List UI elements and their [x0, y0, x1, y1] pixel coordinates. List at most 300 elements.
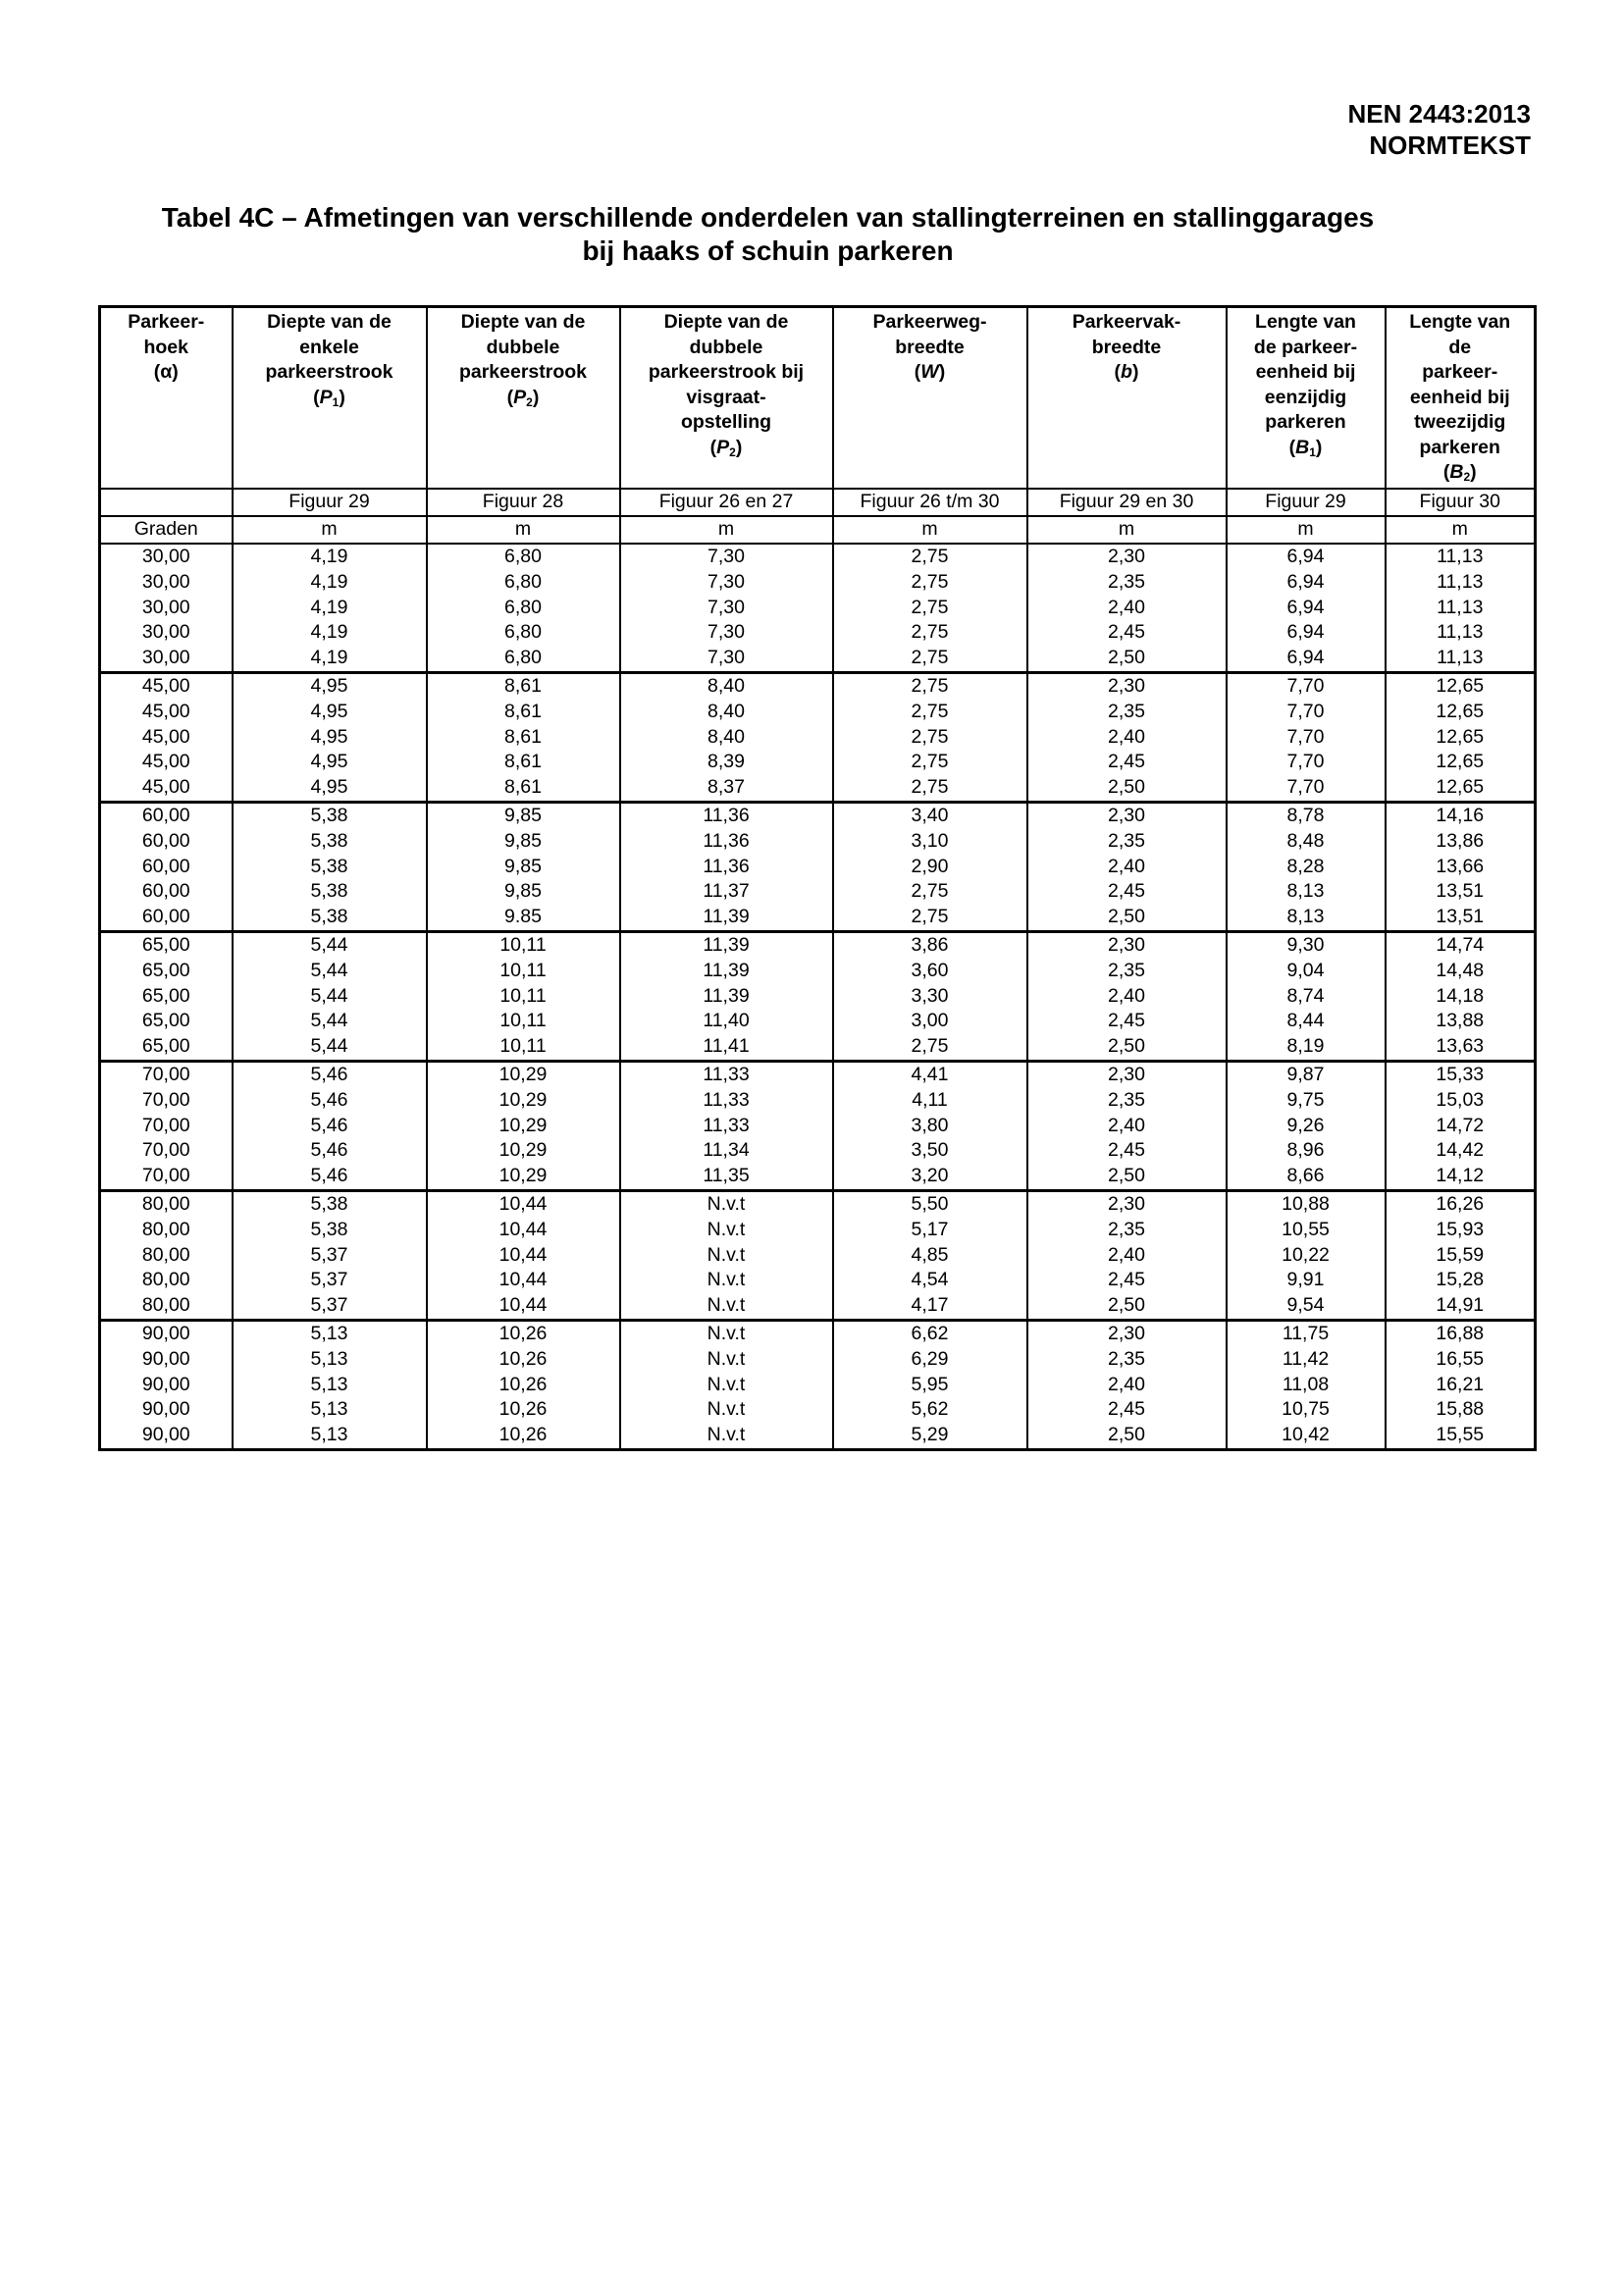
table-cell: 5,44: [233, 1009, 427, 1034]
table-cell: 10,26: [427, 1397, 620, 1423]
table-cell: 11,33: [620, 1114, 833, 1139]
figure-reference-row: [100, 489, 1536, 516]
table-cell: 4,95: [233, 672, 427, 699]
table-cell: 10,29: [427, 1164, 620, 1190]
table-cell: 3,30: [833, 984, 1027, 1010]
column-header-line: parkeer-: [1422, 361, 1498, 383]
table-cell: 8,37: [620, 775, 833, 802]
table-row: [100, 570, 1536, 596]
table-row: [100, 596, 1536, 621]
table-cell: 45,00: [100, 750, 233, 775]
table-cell: 10,44: [427, 1243, 620, 1269]
unit-cell: m: [620, 516, 833, 544]
table-row: [100, 984, 1536, 1010]
table-cell: 2,35: [1027, 1088, 1227, 1114]
table-cell: 3,80: [833, 1114, 1027, 1139]
column-header-line: parkeerstrook bij: [648, 361, 805, 383]
table-cell: 5,13: [233, 1397, 427, 1423]
table-cell: 8,13: [1227, 905, 1386, 931]
table-row: [100, 1293, 1536, 1320]
table-cell: 10,26: [427, 1373, 620, 1398]
table-cell: 5,38: [233, 802, 427, 828]
table-cell: 70,00: [100, 1061, 233, 1087]
table-cell: 16,55: [1386, 1347, 1536, 1373]
column-header-line: de parkeer-: [1253, 336, 1358, 358]
unit-cell: m: [233, 516, 427, 544]
table-cell: 45,00: [100, 672, 233, 699]
table-cell: 9,54: [1227, 1293, 1386, 1320]
column-header-line: Parkeer-: [128, 311, 205, 333]
table-cell: 70,00: [100, 1164, 233, 1190]
table-cell: 8,66: [1227, 1164, 1386, 1190]
table-cell: 4,41: [833, 1061, 1027, 1087]
column-header: [833, 307, 1027, 490]
table-cell: 10,11: [427, 984, 620, 1010]
table-cell: 7,30: [620, 646, 833, 672]
table-cell: 80,00: [100, 1243, 233, 1269]
table-row: [100, 1373, 1536, 1398]
table-cell: 80,00: [100, 1293, 233, 1320]
table-cell: 2,35: [1027, 570, 1227, 596]
figure-reference: Figuur 29: [233, 489, 427, 516]
table-cell: 30,00: [100, 544, 233, 570]
table-cell: 2,50: [1027, 646, 1227, 672]
table-cell: 7,30: [620, 620, 833, 646]
table-caption: [98, 201, 1438, 268]
unit-cell: Graden: [100, 516, 233, 544]
table-cell: 2,75: [833, 1034, 1027, 1061]
table-row: [100, 620, 1536, 646]
table-cell: 13,66: [1386, 855, 1536, 880]
table-cell: 6,94: [1227, 570, 1386, 596]
table-cell: 2,35: [1027, 1347, 1227, 1373]
table-cell: 2,35: [1027, 1218, 1227, 1243]
table-row: [100, 1218, 1536, 1243]
document-code: NEN 2443:2013: [1347, 99, 1531, 129]
table-cell: 15,55: [1386, 1423, 1536, 1449]
table-cell: N.v.t: [620, 1347, 833, 1373]
column-header-line: enkele: [299, 336, 359, 358]
table-cell: 6,80: [427, 646, 620, 672]
table-cell: 5,38: [233, 905, 427, 931]
table-caption-line-2: bij haaks of schuin parkeren: [582, 235, 954, 266]
table-row: [100, 1061, 1536, 1087]
symbol-subscript: 2: [729, 444, 736, 459]
symbol-subscript: 2: [526, 394, 533, 409]
table-cell: 3,50: [833, 1138, 1027, 1164]
table-cell: 2,75: [833, 700, 1027, 725]
table-row: [100, 1397, 1536, 1423]
table-cell: 5,38: [233, 829, 427, 855]
table-cell: 11,34: [620, 1138, 833, 1164]
table-cell: 5,13: [233, 1423, 427, 1449]
table-cell: N.v.t: [620, 1320, 833, 1346]
table-cell: 5,13: [233, 1373, 427, 1398]
unit-cell: m: [1386, 516, 1536, 544]
column-header: [100, 307, 233, 490]
table-row: [100, 855, 1536, 880]
table-cell: 11,36: [620, 802, 833, 828]
unit-cell: m: [1227, 516, 1386, 544]
column-header-line: Lengte van: [1255, 311, 1356, 333]
table-cell: 3,20: [833, 1164, 1027, 1190]
column-header-line: eenheid bij: [1409, 386, 1510, 408]
table-cell: 2,75: [833, 775, 1027, 802]
table-cell: 4,11: [833, 1088, 1027, 1114]
table-cell: 16,88: [1386, 1320, 1536, 1346]
figure-reference: [100, 489, 233, 516]
table-cell: 10,29: [427, 1061, 620, 1087]
table-cell: 10,88: [1227, 1190, 1386, 1217]
table-cell: 2,50: [1027, 775, 1227, 802]
column-header-line: parkeerstrook: [458, 361, 588, 383]
unit-cell: m: [427, 516, 620, 544]
table-cell: 4,19: [233, 570, 427, 596]
column-header-line: parkeren: [1419, 436, 1500, 458]
table-cell: 80,00: [100, 1268, 233, 1293]
column-header-line: hoek: [143, 336, 188, 358]
table-row: [100, 1009, 1536, 1034]
table-cell: 5,44: [233, 1034, 427, 1061]
document-identifier: [1348, 98, 1531, 161]
table-cell: 6,94: [1227, 646, 1386, 672]
table-cell: 90,00: [100, 1423, 233, 1449]
column-header: [233, 307, 427, 490]
table-cell: 65,00: [100, 931, 233, 958]
table-cell: 60,00: [100, 879, 233, 905]
table-cell: 70,00: [100, 1114, 233, 1139]
table-cell: 14,72: [1386, 1114, 1536, 1139]
table-cell: 30,00: [100, 620, 233, 646]
column-header-line: de: [1448, 336, 1472, 358]
table-cell: 8,74: [1227, 984, 1386, 1010]
table-cell: 2,75: [833, 879, 1027, 905]
table-cell: 10,11: [427, 1009, 620, 1034]
table-cell: 2,45: [1027, 750, 1227, 775]
table-cell: 8,61: [427, 672, 620, 699]
column-header-line: Lengte van: [1409, 311, 1511, 333]
table-cell: 60,00: [100, 829, 233, 855]
table-cell: 15,28: [1386, 1268, 1536, 1293]
table-cell: 14,91: [1386, 1293, 1536, 1320]
table-cell: 7,30: [620, 544, 833, 570]
table-cell: 45,00: [100, 775, 233, 802]
table-cell: 14,18: [1386, 984, 1536, 1010]
table-cell: 5,95: [833, 1373, 1027, 1398]
table-cell: 16,26: [1386, 1190, 1536, 1217]
symbol-letter: P: [716, 436, 730, 458]
document-type: NORMTEKST: [1369, 130, 1531, 160]
table-cell: 10,42: [1227, 1423, 1386, 1449]
table-cell: 9,75: [1227, 1088, 1386, 1114]
column-header-line: Diepte van de: [663, 311, 789, 333]
table-cell: 2,45: [1027, 620, 1227, 646]
table-cell: 45,00: [100, 700, 233, 725]
table-cell: 65,00: [100, 1009, 233, 1034]
table-cell: 6,94: [1227, 596, 1386, 621]
symbol-letter: B: [1295, 436, 1310, 458]
table-cell: 10,26: [427, 1423, 620, 1449]
table-cell: 5,44: [233, 984, 427, 1010]
table-cell: 11,39: [620, 959, 833, 984]
table-cell: 5,46: [233, 1061, 427, 1087]
table-caption-line-1: Tabel 4C – Afmetingen van verschillende onderdelen van stallingterreinen en stallinggarages: [161, 202, 1375, 233]
table-cell: 4,95: [233, 775, 427, 802]
column-header-line: visgraat-: [686, 386, 766, 408]
table-cell: 8,61: [427, 775, 620, 802]
table-cell: 7,70: [1227, 775, 1386, 802]
table-cell: 5,37: [233, 1293, 427, 1320]
table-row: [100, 1034, 1536, 1061]
table-cell: 16,21: [1386, 1373, 1536, 1398]
unit-cell: m: [1027, 516, 1227, 544]
symbol-letter: W: [920, 361, 939, 383]
figure-reference: Figuur 29 en 30: [1027, 489, 1227, 516]
table-cell: 7,70: [1227, 725, 1386, 751]
table-cell: 6,62: [833, 1320, 1027, 1346]
symbol-subscript: 1: [1309, 444, 1316, 459]
table-cell: 7,70: [1227, 750, 1386, 775]
table-cell: 10,11: [427, 1034, 620, 1061]
table-cell: 2,50: [1027, 1164, 1227, 1190]
table-cell: 60,00: [100, 802, 233, 828]
table-cell: 11,39: [620, 931, 833, 958]
table-cell: 9,85: [427, 879, 620, 905]
table-cell: 90,00: [100, 1347, 233, 1373]
table-cell: 12,65: [1386, 672, 1536, 699]
table-cell: N.v.t: [620, 1190, 833, 1217]
table-cell: 11,36: [620, 829, 833, 855]
table-cell: 5,13: [233, 1320, 427, 1346]
column-header-line: eenzijdig: [1264, 386, 1347, 408]
table-cell: 70,00: [100, 1138, 233, 1164]
table-cell: 8,28: [1227, 855, 1386, 880]
table-cell: 7,70: [1227, 700, 1386, 725]
table-cell: 11,36: [620, 855, 833, 880]
table-cell: 5,46: [233, 1088, 427, 1114]
table-row: [100, 544, 1536, 570]
table-cell: 7,30: [620, 596, 833, 621]
table-cell: 2,75: [833, 672, 1027, 699]
table-cell: 11,13: [1386, 620, 1536, 646]
table-cell: 3,00: [833, 1009, 1027, 1034]
table-cell: 2,50: [1027, 905, 1227, 931]
table-cell: 11,13: [1386, 596, 1536, 621]
table-cell: 90,00: [100, 1397, 233, 1423]
table-cell: 9,87: [1227, 1061, 1386, 1087]
table-cell: 10,44: [427, 1190, 620, 1217]
table-cell: 2,35: [1027, 829, 1227, 855]
table-cell: 13,51: [1386, 905, 1536, 931]
table-cell: 2,40: [1027, 725, 1227, 751]
column-header-line: opstelling: [680, 411, 772, 433]
table-cell: 2,50: [1027, 1293, 1227, 1320]
table-cell: 5,62: [833, 1397, 1027, 1423]
table-cell: 80,00: [100, 1218, 233, 1243]
table-cell: 2,35: [1027, 959, 1227, 984]
table-cell: 11,35: [620, 1164, 833, 1190]
table-cell: 15,59: [1386, 1243, 1536, 1269]
table-cell: 5,50: [833, 1190, 1027, 1217]
table-cell: 2,45: [1027, 1268, 1227, 1293]
table-cell: 10,26: [427, 1320, 620, 1346]
table-cell: 4,95: [233, 725, 427, 751]
table-cell: 5,29: [833, 1423, 1027, 1449]
table-cell: 11,39: [620, 984, 833, 1010]
table-cell: 13,86: [1386, 829, 1536, 855]
table-cell: 5,17: [833, 1218, 1027, 1243]
table-cell: 2,30: [1027, 1190, 1227, 1217]
symbol-letter: b: [1121, 361, 1132, 383]
table-cell: 9,30: [1227, 931, 1386, 958]
table-cell: 2,75: [833, 620, 1027, 646]
table-cell: 11,33: [620, 1061, 833, 1087]
column-header-line: tweezijdig: [1414, 411, 1506, 433]
symbol-letter: P: [319, 386, 333, 408]
table-cell: 2,75: [833, 570, 1027, 596]
table-row: [100, 1190, 1536, 1217]
table-row: [100, 931, 1536, 958]
table-cell: 8,39: [620, 750, 833, 775]
table-cell: N.v.t: [620, 1423, 833, 1449]
table-cell: 10,44: [427, 1218, 620, 1243]
column-header-line: Diepte van de: [267, 311, 392, 333]
table-row: [100, 1347, 1536, 1373]
table-cell: 11,39: [620, 905, 833, 931]
symbol-subscript: 2: [1463, 470, 1471, 484]
table-cell: 2,45: [1027, 1138, 1227, 1164]
table-cell: 2,30: [1027, 1061, 1227, 1087]
table-row: [100, 1423, 1536, 1449]
table-cell: 12,65: [1386, 700, 1536, 725]
table-cell: 2,30: [1027, 802, 1227, 828]
table-cell: 15,88: [1386, 1397, 1536, 1423]
column-header: [1027, 307, 1227, 490]
table-cell: 2,45: [1027, 879, 1227, 905]
table-cell: 5,13: [233, 1347, 427, 1373]
table-cell: N.v.t: [620, 1373, 833, 1398]
table-row: [100, 959, 1536, 984]
table-cell: 5,38: [233, 1190, 427, 1217]
table-cell: 2,90: [833, 855, 1027, 880]
table-row: [100, 1138, 1536, 1164]
column-symbol: (W): [914, 361, 946, 383]
table-cell: 9.85: [427, 905, 620, 931]
table-cell: 2,40: [1027, 596, 1227, 621]
table-cell: 80,00: [100, 1190, 233, 1217]
table-cell: 70,00: [100, 1088, 233, 1114]
table-cell: 10,75: [1227, 1397, 1386, 1423]
table-cell: 2,75: [833, 905, 1027, 931]
table-cell: 30,00: [100, 596, 233, 621]
table-cell: 10,11: [427, 959, 620, 984]
table-row: [100, 775, 1536, 802]
table-cell: 45,00: [100, 725, 233, 751]
table-cell: 14,42: [1386, 1138, 1536, 1164]
table-cell: 14,12: [1386, 1164, 1536, 1190]
table-cell: 3,10: [833, 829, 1027, 855]
table-cell: 3,60: [833, 959, 1027, 984]
table-cell: 9,85: [427, 829, 620, 855]
table-cell: 8,19: [1227, 1034, 1386, 1061]
table-cell: N.v.t: [620, 1268, 833, 1293]
figure-reference: Figuur 26 t/m 30: [833, 489, 1027, 516]
table-cell: 2,40: [1027, 984, 1227, 1010]
unit-cell: m: [833, 516, 1027, 544]
table-row: [100, 879, 1536, 905]
table-cell: 10,44: [427, 1293, 620, 1320]
table-cell: 4,95: [233, 700, 427, 725]
column-symbol: $(P_2)$: [506, 386, 540, 409]
table-cell: 90,00: [100, 1320, 233, 1346]
table-cell: 8,61: [427, 750, 620, 775]
table-cell: 2,75: [833, 750, 1027, 775]
figure-reference: Figuur 30: [1386, 489, 1536, 516]
table-cell: 90,00: [100, 1373, 233, 1398]
table-cell: 2,35: [1027, 700, 1227, 725]
table-cell: 15,33: [1386, 1061, 1536, 1087]
table-row: [100, 1088, 1536, 1114]
table-cell: 2,30: [1027, 544, 1227, 570]
table-cell: 4,95: [233, 750, 427, 775]
table-cell: 5,38: [233, 1218, 427, 1243]
table-cell: 6,80: [427, 570, 620, 596]
table-cell: 4,19: [233, 620, 427, 646]
table-cell: 2,75: [833, 544, 1027, 570]
column-header-line: breedte: [1091, 336, 1162, 358]
table-cell: 8,96: [1227, 1138, 1386, 1164]
table-cell: 6,94: [1227, 544, 1386, 570]
table-cell: 5,46: [233, 1138, 427, 1164]
table-cell: 4,19: [233, 544, 427, 570]
table-row: [100, 802, 1536, 828]
table-cell: 11,41: [620, 1034, 833, 1061]
table-cell: 9,04: [1227, 959, 1386, 984]
column-symbol: $(B_1)$: [1288, 436, 1323, 459]
table-cell: 11,08: [1227, 1373, 1386, 1398]
table-cell: 8,61: [427, 700, 620, 725]
column-symbol: $(B_2)$: [1442, 461, 1477, 484]
column-header-row: [100, 307, 1536, 490]
table-cell: 8,48: [1227, 829, 1386, 855]
table-cell: 10,11: [427, 931, 620, 958]
table-cell: 12,65: [1386, 725, 1536, 751]
table-cell: 2,40: [1027, 1373, 1227, 1398]
table-cell: 60,00: [100, 855, 233, 880]
column-header: [620, 307, 833, 490]
symbol-subscript: 1: [332, 394, 340, 409]
table-cell: 9,85: [427, 802, 620, 828]
table-cell: 8,78: [1227, 802, 1386, 828]
table-cell: 12,65: [1386, 775, 1536, 802]
column-header: [427, 307, 620, 490]
table-row: [100, 1320, 1536, 1346]
table-cell: 2,40: [1027, 1243, 1227, 1269]
table-cell: 10,22: [1227, 1243, 1386, 1269]
column-header: [1227, 307, 1386, 490]
table-cell: 2,50: [1027, 1034, 1227, 1061]
column-header-line: (α): [153, 361, 179, 383]
table-cell: 5,46: [233, 1164, 427, 1190]
table-cell: 10,29: [427, 1138, 620, 1164]
table-cell: 8,13: [1227, 879, 1386, 905]
column-header: [1386, 307, 1536, 490]
table-cell: 5,38: [233, 855, 427, 880]
table-cell: 2,75: [833, 596, 1027, 621]
table-cell: N.v.t: [620, 1218, 833, 1243]
table-cell: 30,00: [100, 646, 233, 672]
table-cell: 7,70: [1227, 672, 1386, 699]
